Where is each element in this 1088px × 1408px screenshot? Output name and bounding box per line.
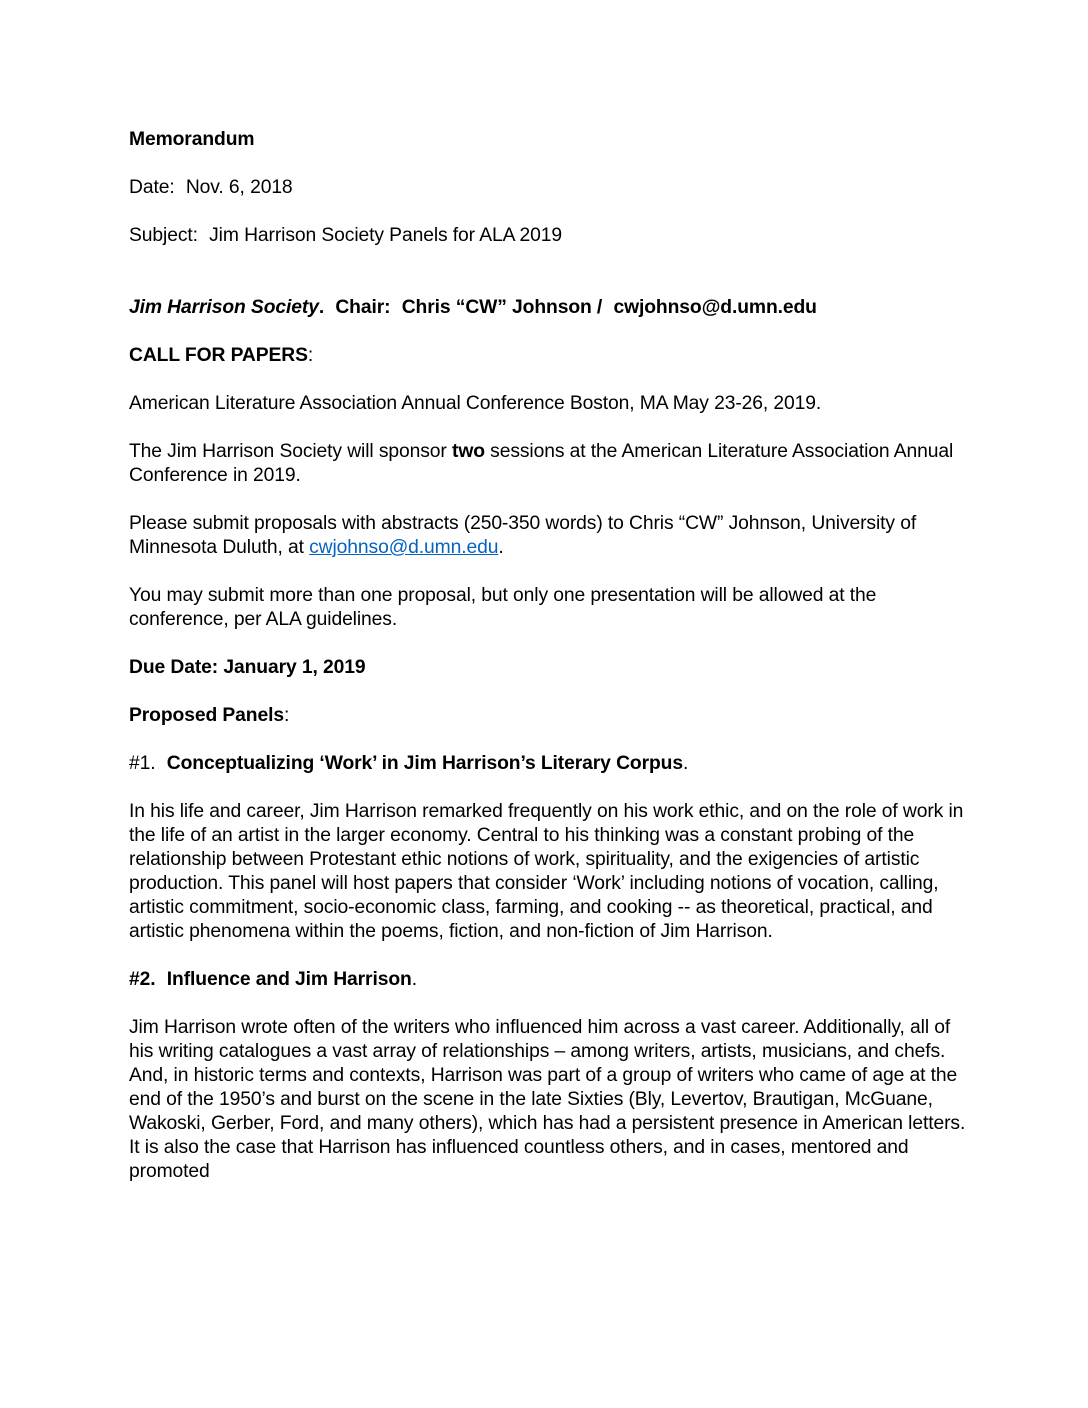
sponsor-text-pre: The Jim Harrison Society will sponsor [129,441,453,462]
conference-info: American Literature Association Annual Conference Boston, MA May 23-26, 2019. [129,393,822,414]
memo-heading: Memorandum [129,129,255,150]
society-name-period: . [318,297,325,318]
call-heading-text: CALL FOR PAPERS [129,345,308,366]
panel-2-number: #2. [129,969,156,990]
memo-subject-line [129,224,969,248]
society-chair-line [129,296,969,320]
chair-label: Chair: [335,297,391,318]
society-name: Jim Harrison Society [129,297,319,318]
panel-1-title-period: . [682,753,689,774]
email-link[interactable]: cwjohnso@d.umn.edu [309,537,499,558]
subject-label: Subject: [129,225,198,246]
panel-2-title-text: Influence and Jim Harrison [166,969,412,990]
sponsor-text-post: sessions at the American Literature Association Annual Conference in 2019. [129,441,954,486]
due-date: Due Date: January 1, 2019 [129,657,366,678]
panel-1-number: #1. [129,753,156,774]
call-for-papers-heading [129,344,969,368]
submission-text: Please submit proposals with abstracts (250-350 words) to Chris “CW” Johnson, University of Minnesota Duluth, at [129,513,917,558]
submission-period: . [498,537,504,558]
panel-2-title [129,968,969,992]
subject-value: Jim Harrison Society Panels for ALA 2019 [209,225,563,246]
panel-1-title [129,752,969,776]
panel-1-title-text: Conceptualizing ‘Work’ in Jim Harrison’s Literary Corpus [166,753,683,774]
panels-heading-text: Proposed Panels [129,705,284,726]
panels-heading-colon: : [283,705,290,726]
date-label: Date: [129,177,175,198]
panel-2-description: Jim Harrison wrote often of the writers who influenced him across a vast career. Additionally, all of his writing catalogues a vast array of relationships – among writers, artists, musicians, and chefs. And, in historic terms and contexts, Harrison was part of a group of writers who came of age at the end of the 1950’s and burst on the scene in the late Sixties (Bly, Levertov, Brautigan, McGuane, Wakoski, Gerber, Ford, and many others), which has had a persistent presence in American letters. It is also the case that Harrison has influenced countless others, and in cases, mentored and promoted [129,1017,966,1182]
chair-name: Chris “CW” Johnson / [401,297,603,318]
call-heading-colon: : [307,345,314,366]
submission-info [129,512,969,560]
sponsor-count: two [452,441,485,462]
sponsor-info [129,440,969,488]
panel-2-title-period: . [411,969,417,990]
date-value: Nov. 6, 2018 [185,177,293,198]
proposed-panels-heading [129,704,969,728]
submission-limit: You may submit more than one proposal, but only one presentation will be allowed at the conference, per ALA guidelines. [129,585,877,630]
memorandum-page [129,128,969,1208]
memo-date-line [129,176,969,200]
chair-email: cwjohnso@d.umn.edu [613,297,817,318]
panel-1-description: In his life and career, Jim Harrison remarked frequently on his work ethic, and on the role of work in the life of an artist in the larger economy. Central to his thinking was a constant probing of the relationship between Protestant ethic notions of work, spirituality, and the exigencies of artistic production. This panel will host papers that consider ‘Work’ including notions of vocation, calling, artistic commitment, socio-economic class, farming, and cooking -- as theoretical, practical, and artistic phenomena within the poems, fiction, and non-fiction of Jim Harrison. [129,801,964,942]
